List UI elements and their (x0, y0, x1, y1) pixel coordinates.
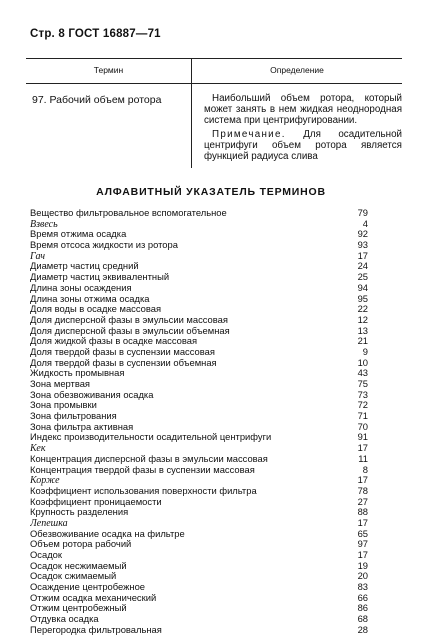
index-term: Перегородка фильтровальная (30, 624, 162, 635)
index-term: Корже (30, 475, 60, 486)
index-number: 17 (357, 550, 368, 560)
definition-note (204, 129, 402, 163)
index-entry (30, 507, 368, 518)
index-term: Взвесь (30, 218, 58, 230)
term-cell: 97. Рабочий объем ротора (32, 94, 162, 106)
index-term: Гач (30, 250, 46, 262)
note-label: Примечание. (212, 128, 286, 140)
index-term: Коэффициент использования поверхности фильтра (30, 485, 257, 496)
index-number: 79 (357, 208, 368, 218)
index-entry (30, 465, 368, 476)
index-number: 72 (357, 400, 368, 411)
index-term: Зона фильтра активная (30, 421, 134, 432)
index-term: Зона обезвоживания осадка (30, 389, 154, 400)
index-term: Индекс производительности осадительной центрифуги (30, 432, 272, 443)
index-entry (30, 283, 368, 294)
index-number: 28 (357, 624, 368, 635)
index-number: 92 (357, 229, 368, 240)
index-number: 19 (357, 560, 368, 571)
index-entry (30, 347, 368, 358)
index-term: Объем ротора рабочий (30, 539, 132, 550)
index-term: Осадок (30, 550, 62, 560)
index-number: 25 (357, 272, 368, 283)
index-entry (30, 336, 368, 347)
index-entry (30, 251, 368, 262)
index-term: Доля твердой фазы в суспензии объемная (30, 357, 217, 368)
index-number: 10 (357, 357, 368, 368)
index-entry (30, 625, 368, 636)
index-entry (30, 603, 368, 614)
index-entry (30, 229, 368, 240)
index-term: Время отсоса жидкости из ротора (30, 240, 178, 251)
index-number: 70 (357, 421, 368, 432)
index-title: АЛФАВИТНЫЙ УКАЗАТЕЛЬ ТЕРМИНОВ (96, 186, 326, 198)
index-number: 97 (357, 539, 368, 550)
index-entry (30, 422, 368, 433)
page-header: Стр. 8 ГОСТ 16887—71 (30, 28, 161, 40)
index-term: Концентрация дисперсной фазы в эмульсии массовая (30, 453, 268, 464)
column-header-definition: Определение (270, 65, 324, 75)
index-number: 95 (357, 293, 368, 304)
index-entry (30, 219, 368, 230)
index-entry (30, 497, 368, 508)
index-term: Доля дисперсной фазы в эмульсии объемная (30, 325, 230, 336)
index-term: Диаметр частиц средний (30, 261, 139, 272)
index-entry (30, 294, 368, 305)
index-term: Коэффициент проницаемости (30, 496, 162, 507)
index-term: Лепешка (30, 517, 68, 529)
index-entry (30, 561, 368, 572)
index-entry (30, 550, 368, 561)
index-number: 91 (357, 432, 368, 443)
definition-text: Наибольший объем ротора, который может занять в нем жидкая неоднородная система при центрифугировании. (204, 93, 402, 127)
index-number: 75 (357, 379, 368, 389)
index-number: 17 (357, 443, 368, 454)
index-number: 24 (357, 261, 368, 272)
index-number: 78 (357, 485, 368, 496)
index-term: Длина зоны осаждения (30, 282, 132, 293)
index-term: Обезвоживание осадка на фильтре (30, 528, 185, 539)
index-entry (30, 240, 368, 251)
index-entry (30, 261, 368, 272)
alphabetical-index (30, 208, 368, 636)
index-number: 12 (357, 314, 368, 325)
index-number: 9 (362, 346, 368, 357)
index-term: Зона фильтрования (30, 411, 117, 422)
index-term: Длина зоны отжима осадка (30, 293, 150, 304)
index-entry (30, 454, 368, 465)
index-number: 13 (357, 325, 368, 336)
index-number: 22 (357, 304, 368, 315)
index-term: Осаждение центробежное (30, 582, 146, 593)
index-number: 68 (357, 614, 368, 625)
index-number: 66 (357, 592, 368, 603)
index-entry (30, 432, 368, 443)
index-term: Отжим осадка механический (30, 592, 157, 603)
index-number: 4 (362, 218, 368, 229)
index-number: 71 (357, 411, 368, 422)
index-term: Время отжима осадка (30, 229, 127, 240)
index-number: 83 (357, 582, 368, 593)
index-entry (30, 411, 368, 422)
index-entry (30, 358, 368, 369)
index-entry (30, 304, 368, 315)
index-entry (30, 614, 368, 625)
index-term: Доля дисперсной фазы в эмульсии массовая (30, 314, 228, 325)
index-number: 93 (357, 240, 368, 251)
note-text: Для осадительной центрифуги объем ротора является функцией радиуса слива (204, 128, 402, 163)
index-term: Жидкость промывная (30, 368, 125, 379)
index-entry (30, 326, 368, 337)
index-number: 94 (357, 282, 368, 293)
index-term: Вещество фильтровальное вспомогательное (30, 208, 227, 218)
index-term: Осадок сжимаемый (30, 571, 117, 582)
term-table (26, 58, 402, 168)
index-term: Крупность разделения (30, 507, 129, 518)
index-entry (30, 443, 368, 454)
index-entry (30, 400, 368, 411)
index-entry (30, 539, 368, 550)
index-term: Диаметр частиц эквивалентный (30, 272, 170, 283)
index-term: Отжим центробежный (30, 603, 127, 614)
index-entry (30, 529, 368, 540)
index-number: 88 (357, 507, 368, 518)
index-entry (30, 475, 368, 486)
index-number: 17 (357, 475, 368, 486)
index-entry (30, 379, 368, 390)
index-number: 27 (357, 496, 368, 507)
index-number: 43 (357, 368, 368, 379)
index-number: 11 (358, 453, 368, 464)
index-number: 17 (357, 250, 368, 261)
index-entry (30, 571, 368, 582)
index-entry (30, 582, 368, 593)
index-term: Зона промывки (30, 400, 97, 411)
index-number: 8 (362, 464, 368, 475)
index-number: 17 (357, 517, 368, 528)
index-number: 20 (357, 571, 368, 582)
index-term: Доля жидкой фазы в осадке массовая (30, 336, 198, 347)
index-term: Доля воды в осадке массовая (30, 304, 162, 315)
index-term: Отдувка осадка (30, 614, 99, 625)
index-entry (30, 208, 368, 219)
index-number: 65 (357, 528, 368, 539)
index-term: Концентрация твердой фазы в суспензии массовая (30, 464, 255, 475)
index-number: 73 (357, 389, 368, 400)
index-entry (30, 390, 368, 401)
index-entry (30, 518, 368, 529)
index-term: Зона мертвая (30, 379, 90, 389)
table-header-rule (26, 83, 402, 84)
column-header-term: Термин (93, 65, 124, 75)
definition-cell (204, 93, 402, 162)
index-term: Кек (30, 443, 46, 454)
table-top-rule (26, 58, 402, 59)
index-term: Доля твердой фазы в суспензии массовая (30, 346, 215, 357)
index-entry (30, 272, 368, 283)
index-entry (30, 368, 368, 379)
index-number: 86 (357, 603, 368, 614)
index-entry (30, 593, 368, 604)
index-term: Осадок несжимаемый (30, 560, 127, 571)
index-entry (30, 315, 368, 326)
index-number: 21 (357, 336, 368, 347)
index-entry (30, 486, 368, 497)
